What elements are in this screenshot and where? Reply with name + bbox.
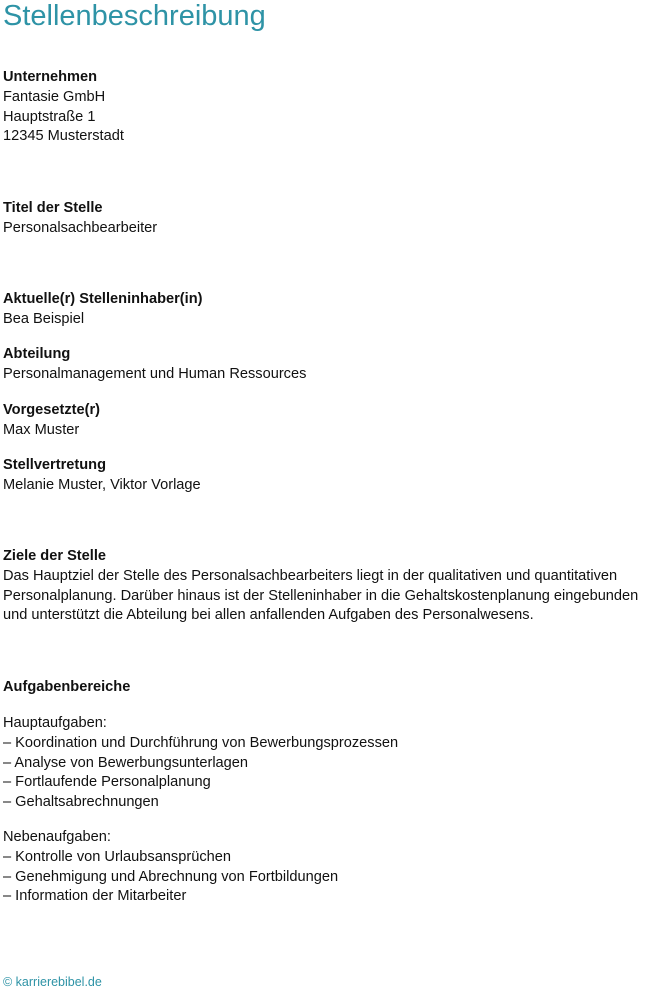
department-label: Abteilung — [3, 346, 71, 362]
document-title: Stellenbeschreibung — [3, 0, 266, 32]
holder-section — [3, 290, 643, 330]
company-street: Hauptstraße 1 — [3, 108, 96, 125]
supervisor-section — [3, 401, 643, 441]
supervisor-value: Max Muster — [3, 421, 80, 438]
department-value: Personalmanagement und Human Ressources — [3, 365, 307, 382]
list-item: – Genehmigung und Abrechnung von Fortbildungen — [3, 868, 339, 885]
list-item: – Information der Mitarbeiter — [3, 888, 187, 905]
job-title-value: Personalsachbearbeiter — [3, 219, 158, 236]
supervisor-label: Vorgesetzte(r) — [3, 402, 101, 418]
company-name: Fantasie GmbH — [3, 88, 106, 105]
deputy-section — [3, 456, 643, 496]
deputy-label: Stellvertretung — [3, 457, 106, 473]
list-item: – Gehaltsabrechnungen — [3, 794, 159, 811]
company-label: Unternehmen — [3, 69, 98, 85]
job-title-label: Titel der Stelle — [3, 200, 103, 216]
goals-text: Das Hauptziel der Stelle des Personalsachbearbeiters liegt in der qualitativen und quantitativen Personalplanung. Darüber hinaus ist der Stelleninhaber in die Gehaltskostenplanung eingebunden und unterstützt die Abteilung bei allen anfallenden Aufgaben des Personalwesens. — [3, 567, 639, 624]
holder-value: Bea Beispiel — [3, 310, 85, 327]
deputy-value: Melanie Muster, Viktor Vorlage — [3, 476, 201, 493]
main-tasks — [3, 714, 643, 813]
list-item: – Fortlaufende Personalplanung — [3, 774, 211, 791]
tasks-section — [3, 678, 643, 698]
list-item: – Analyse von Bewerbungsunterlagen — [3, 754, 249, 771]
footer-copyright: © karrierebibel.de — [3, 975, 102, 989]
company-city: 12345 Musterstadt — [3, 128, 124, 145]
job-title-section — [3, 199, 643, 239]
tasks-label: Aufgabenbereiche — [3, 679, 131, 695]
list-item: – Koordination und Durchführung von Bewerbungsprozessen — [3, 734, 399, 751]
secondary-tasks-heading: Nebenaufgaben: — [3, 829, 111, 845]
holder-label: Aktuelle(r) Stelleninhaber(in) — [3, 291, 203, 307]
goals-section — [3, 547, 643, 626]
goals-label: Ziele der Stelle — [3, 548, 107, 564]
company-section — [3, 68, 643, 147]
department-section — [3, 345, 643, 385]
secondary-tasks — [3, 828, 643, 907]
list-item: – Kontrolle von Urlaubsansprüchen — [3, 848, 231, 865]
main-tasks-heading: Hauptaufgaben: — [3, 715, 107, 731]
